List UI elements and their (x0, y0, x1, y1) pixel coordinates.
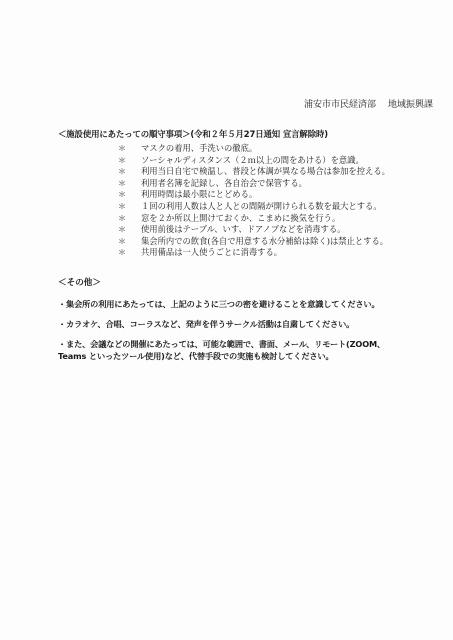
bullet-mark: ＊ (118, 190, 126, 200)
issuer-department (150, 97, 433, 110)
rule-item (118, 201, 448, 213)
bullet-mark: ＊ (118, 236, 126, 246)
rule-item (118, 178, 448, 190)
division-text: 地域振興課 (387, 100, 433, 110)
rule-text: ソーシャルディスタンス（２ｍ以上の間をあける）を意識。 (141, 154, 364, 165)
rule-item (118, 143, 448, 155)
rule-text: 共用備品は一人使うごとに消毒する。 (141, 247, 283, 258)
bullet-mark: ＊ (118, 167, 126, 177)
rule-item (118, 213, 448, 225)
bullet-mark: ＊ (118, 155, 126, 165)
rule-item (118, 236, 448, 248)
rule-text: 窓を２か所以上開けておくか、こまめに換気を行う。 (141, 212, 341, 223)
other-item: ・集会所の利用にあたっては、上記のように三つの密を避けることを意識してください。 (58, 299, 380, 309)
bullet-mark: ＊ (118, 213, 126, 223)
city-department-text: 浦安市市民経済部 (303, 100, 376, 110)
bullet-mark: ＊ (118, 248, 126, 258)
bullet-mark: ＊ (118, 178, 126, 188)
bullet-mark: ＊ (118, 144, 126, 153)
other-heading: ＜その他＞ (58, 278, 101, 288)
bullet-mark: ＊ (118, 225, 126, 235)
rules-heading: ＜施設使用にあたっての順守事項＞(令和２年５月27日通知 宣言解除時) (58, 129, 328, 139)
rule-text: マスクの着用、手洗いの徹底。 (141, 143, 258, 153)
rule-text: 利用時間は最小限にとどめる。 (141, 189, 258, 200)
bullet-mark: ＊ (118, 201, 126, 211)
rule-text: 利用当日自宅で検温し、普段と体調が異なる場合は参加を控える。 (141, 166, 390, 177)
other-list (58, 298, 443, 362)
other-item-line: ・また、会議などの開催にあたっては、可能な範囲で、書面、メール、リモート(ZOOM、 (58, 339, 386, 349)
rule-text: １回の利用人数は人と人との間隔が開けられる数を最大とする。 (141, 200, 382, 211)
rule-text: 使用前後はテーブル、いす、ドアノブなどを消毒する。 (141, 224, 346, 235)
rule-item (118, 189, 448, 201)
rule-text: 集会所内での飲食(各自で用意する水分補給は除く)は禁止とする。 (141, 235, 389, 246)
other-item-line: Teams といったツール使用)など、代替手段での実施も検討してください。 (58, 351, 334, 361)
rule-text: 利用者名簿を記録し、各自治会で保管する。 (141, 177, 307, 188)
rule-item (118, 224, 448, 236)
rule-item (118, 155, 448, 167)
other-item: ・カラオケ、合唱、コーラスなど、発声を伴うサークル活動は自粛してください。 (58, 319, 355, 329)
other-item (58, 338, 443, 362)
rule-item (118, 166, 448, 178)
rules-list (118, 143, 448, 259)
rule-item (118, 247, 448, 259)
